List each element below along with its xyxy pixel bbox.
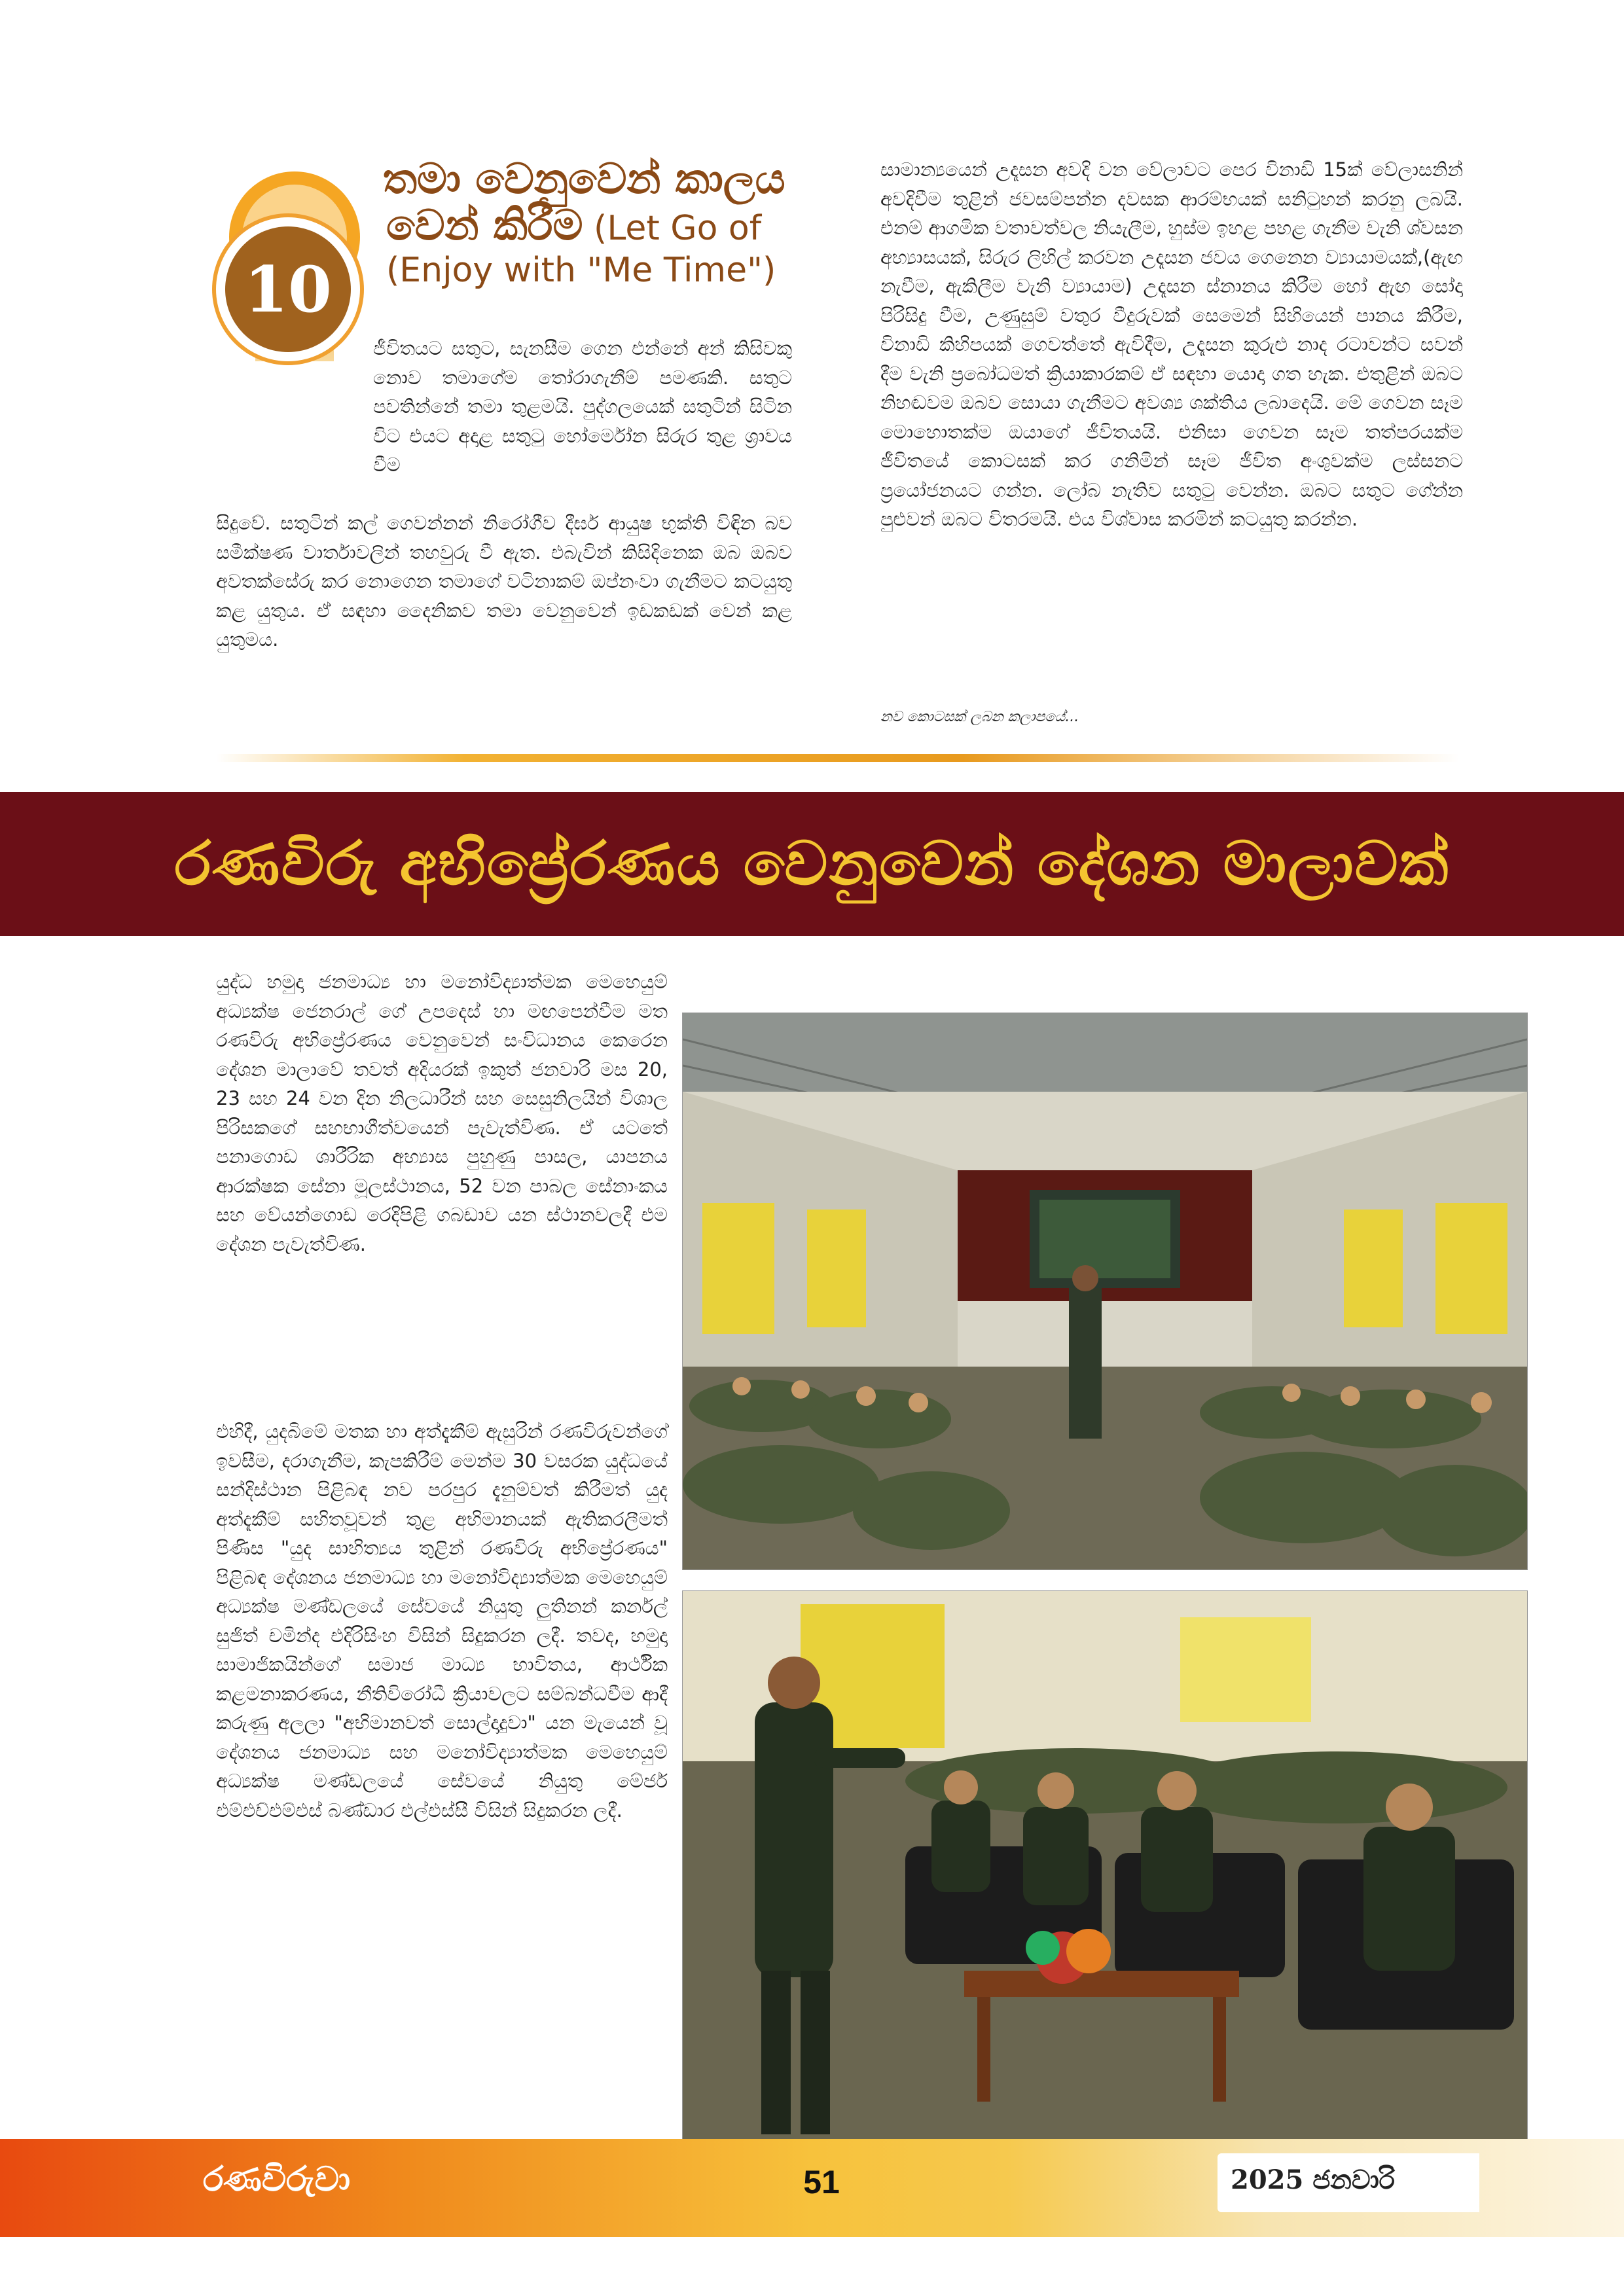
lower-paragraph-2: එහිදී, යුදබිමේ මතක හා අත්දැකීම් ඇසුරින් රණවිරුවන්ගේ ඉවසීම, දරාගැනීම, කැපකිරීම් මෙන්ම 30 වසරක යුද්ධයේ සන්දිස්ථාන පිළිබඳ නව පරපුර දැනුම්වත් කිරීමත් යුද අත්දැකීම් සහිතවූවන් තුළ අභිමානයක් ඇතිකරලීමත් පිණිස "යුද සාහිත්‍යය තුළින් රණවිරු අභිප්‍රේරණය" පිළිබඳ දේශනය ජනමාධ්‍ය හා මනෝවිද්‍යාත්මක මෙහෙයුම් අධ්‍යක්ෂ මණ්ඩලයේ සේවයේ නියුතු ලුතිනන් කර්නල් සුජිත් චමින්ද එදිරිසිංහ විසින් සිදුකරන ලදී. තවද, හමුදා සාමාජිකයින්ගේ සමාජ මාධ්‍ය භාවිතය, ආර්ථික කළමනාකරණය, නීතිවිරෝධී ක්‍රියාවලට සම්බන්ධවීම ආදී කරුණු අලලා "අභිමානවත් සොල්දාදුවා" යන මැයෙන් වූ දේශනය ජනමාධ්‍ය සහ මනෝවිද්‍යාත්මක මෙහෙයුම් අධ්‍යක්ෂ මණ්ඩලයේ සේවයේ නියුතු මේජර් එම්එච්එම්එස් බණ්ඩාර එල්එස්සී විසින් සිදුකරන ලදී.	[216, 1420, 668, 1821]
issue-date: 2025 ජනවාරි	[1231, 2164, 1395, 2195]
banner-title: රණවිරු අභිප්‍රේරණය වෙනුවෙන් දේශන මාලාවක්	[174, 828, 1450, 899]
article-title-line2: වෙන් කිරීම	[386, 202, 583, 250]
article-title	[383, 154, 808, 205]
article-title-line1: තමා වෙනුවෙන් කාලය	[383, 155, 785, 204]
section-divider	[216, 754, 1460, 762]
article-title-en-part1: (Let Go of	[594, 209, 762, 248]
lower-paragraph-1: යුද්ධ හමුදා ජනමාධ්‍ය හා මනෝවිද්‍යාත්මක මෙහෙයුම් අධ්‍යක්ෂ ජෙනරාල් ගේ උපදෙස් හා මඟපෙන්වීම මත රණවිරු අභිප්‍රේරණය වෙනුවෙන් සංවිධානය කෙරෙන දේශන මාලාවේ තවත් අදියරක් ඉකුත් ජනවාරි මස 20, 23 සහ 24 වන දින නිලධාරීන් සහ සෙසුනිලයින් විශාල පිරිසකගේ සහභාගීත්වයෙන් පැවැත්විණ. ඒ යටතේ පනාගොඩ ශාරීරික අභ්‍යාස පුහුණු පාසල, යාපනය ආරක්ෂක සේනා මූලස්ථානය, 52 වන පාබල සේනාංකය සහ වේයන්ගොඩ රෙදිපිළි ගබඩාව යන ස්ථානවලදී එම දේශන පැවැත්විණ.	[216, 971, 668, 1255]
speaker-audience-photo	[682, 1590, 1528, 2148]
lecture-hall-photo	[682, 1013, 1528, 1570]
article-title-en-part2: (Enjoy with "Me Time")	[386, 251, 776, 290]
badge-number: 10	[225, 226, 351, 352]
left-column-paragraph-bottom: සිදුවේ. සතුටින් කල් ගෙවන්නන් නිරෝගීව දීර්ඝ ආයුෂ භුක්ති විඳින බව සමීක්ෂණ වාර්තාවලින් තහවුරු වී ඇත. එබැවින් කිසිදිනෙක ඔබ ඔබව අවතක්සේරු කර නොගෙන තමාගේ වටිනාකම් ඔප්නංවා ගැනීමට කටයුතු කළ යුතුය. ඒ සඳහා දෛනිකව තමා වෙනුවෙන් ඉඩකඩක් වෙන් කළ යුතුමය.	[216, 512, 792, 651]
page-number: 51	[803, 2164, 840, 2200]
left-column-paragraph-top: ජීවිතයට සතුට, සැනසීම ගෙන එන්නේ අන් කිසිවකු නොව තමාගේම තෝරාගැනීම් පමණකි. සතුට පවතින්නේ තමා තුළමයි. පුද්ගලයෙක් සතුටින් සිටින විට එයට අදාළ සතුටු හෝර්මෝන සිරුර තුළ ශ්‍රාවය වීම	[373, 337, 792, 476]
article-title-line2-wrap	[386, 202, 818, 291]
lecture-hall-illustration	[683, 1013, 1527, 1570]
speaker-audience-illustration	[683, 1591, 1527, 2147]
continued-tagline: නව කොටසක් ලබන කලාපයේ...	[880, 709, 1079, 725]
number-badge	[216, 171, 373, 368]
footer-brand: රණවිරුවා	[203, 2160, 351, 2199]
right-column-paragraph: සාමාන්‍යයෙන් උදෑසන අවදි වන වේලාවට පෙර විනාඩි 15ක් වේලාසනින් අවදිවීම තුළින් ජවසම්පන්න දවසක ආරම්භයක් සනිටුහන් කරනු ලබයි. එනම් ආගමික වතාවත්වල නියැලීම, හුස්ම ඉහළ පහළ ගැනීම වැනි ශ්වසන අභ්‍යාසයක්, සිරුර ලිහිල් කරවන උදෑසන ජවය ගෙනෙන ව්‍යායාමයක්,(ඇඟ නැවීම, ඇකිලීම වැනි ව්‍යායාම) උදෑසන ස්නානය කිරීම හෝ ඇඟ සෝදා පිරිසිදු වීම, උණුසුම් වතුර වීදුරුවක් සෙමෙන් සිහියෙන් පානය කිරීම, විනාඩි කිහිපයක් ගෙවත්තේ ඇවිදීම, උදෑසන කුරුළු නාද රටාවන්ට සවන් දීම වැනි ප්‍රබෝධමත් ක්‍රියාකාරකම් ඒ සඳහා යොදා ගත හැක. එතුළින් ඔබට නිහඬවම ඔබව සොයා ගැනීමට අවශ්‍ය ශක්තිය ලබාදෙයි. මේ ගෙවන සෑම මොහොතක්ම ඔයාගේ ජීවිතයයි. එනිසා ගෙවන සෑම තත්පරයක්ම ජීවිතයේ කොටසක් කර ගනිමින් සෑම ජීවිත අංශුවක්ම ලස්සනට ප්‍රයෝජනයට ගන්න. ලෝබ නැතිව සතුටු වෙන්න. ඔබට සතුට ගේන්න පුළුවන් ඔබට විතරමයි. එය විශ්වාස කරමින් කටයුතු කරන්න.	[880, 158, 1463, 530]
